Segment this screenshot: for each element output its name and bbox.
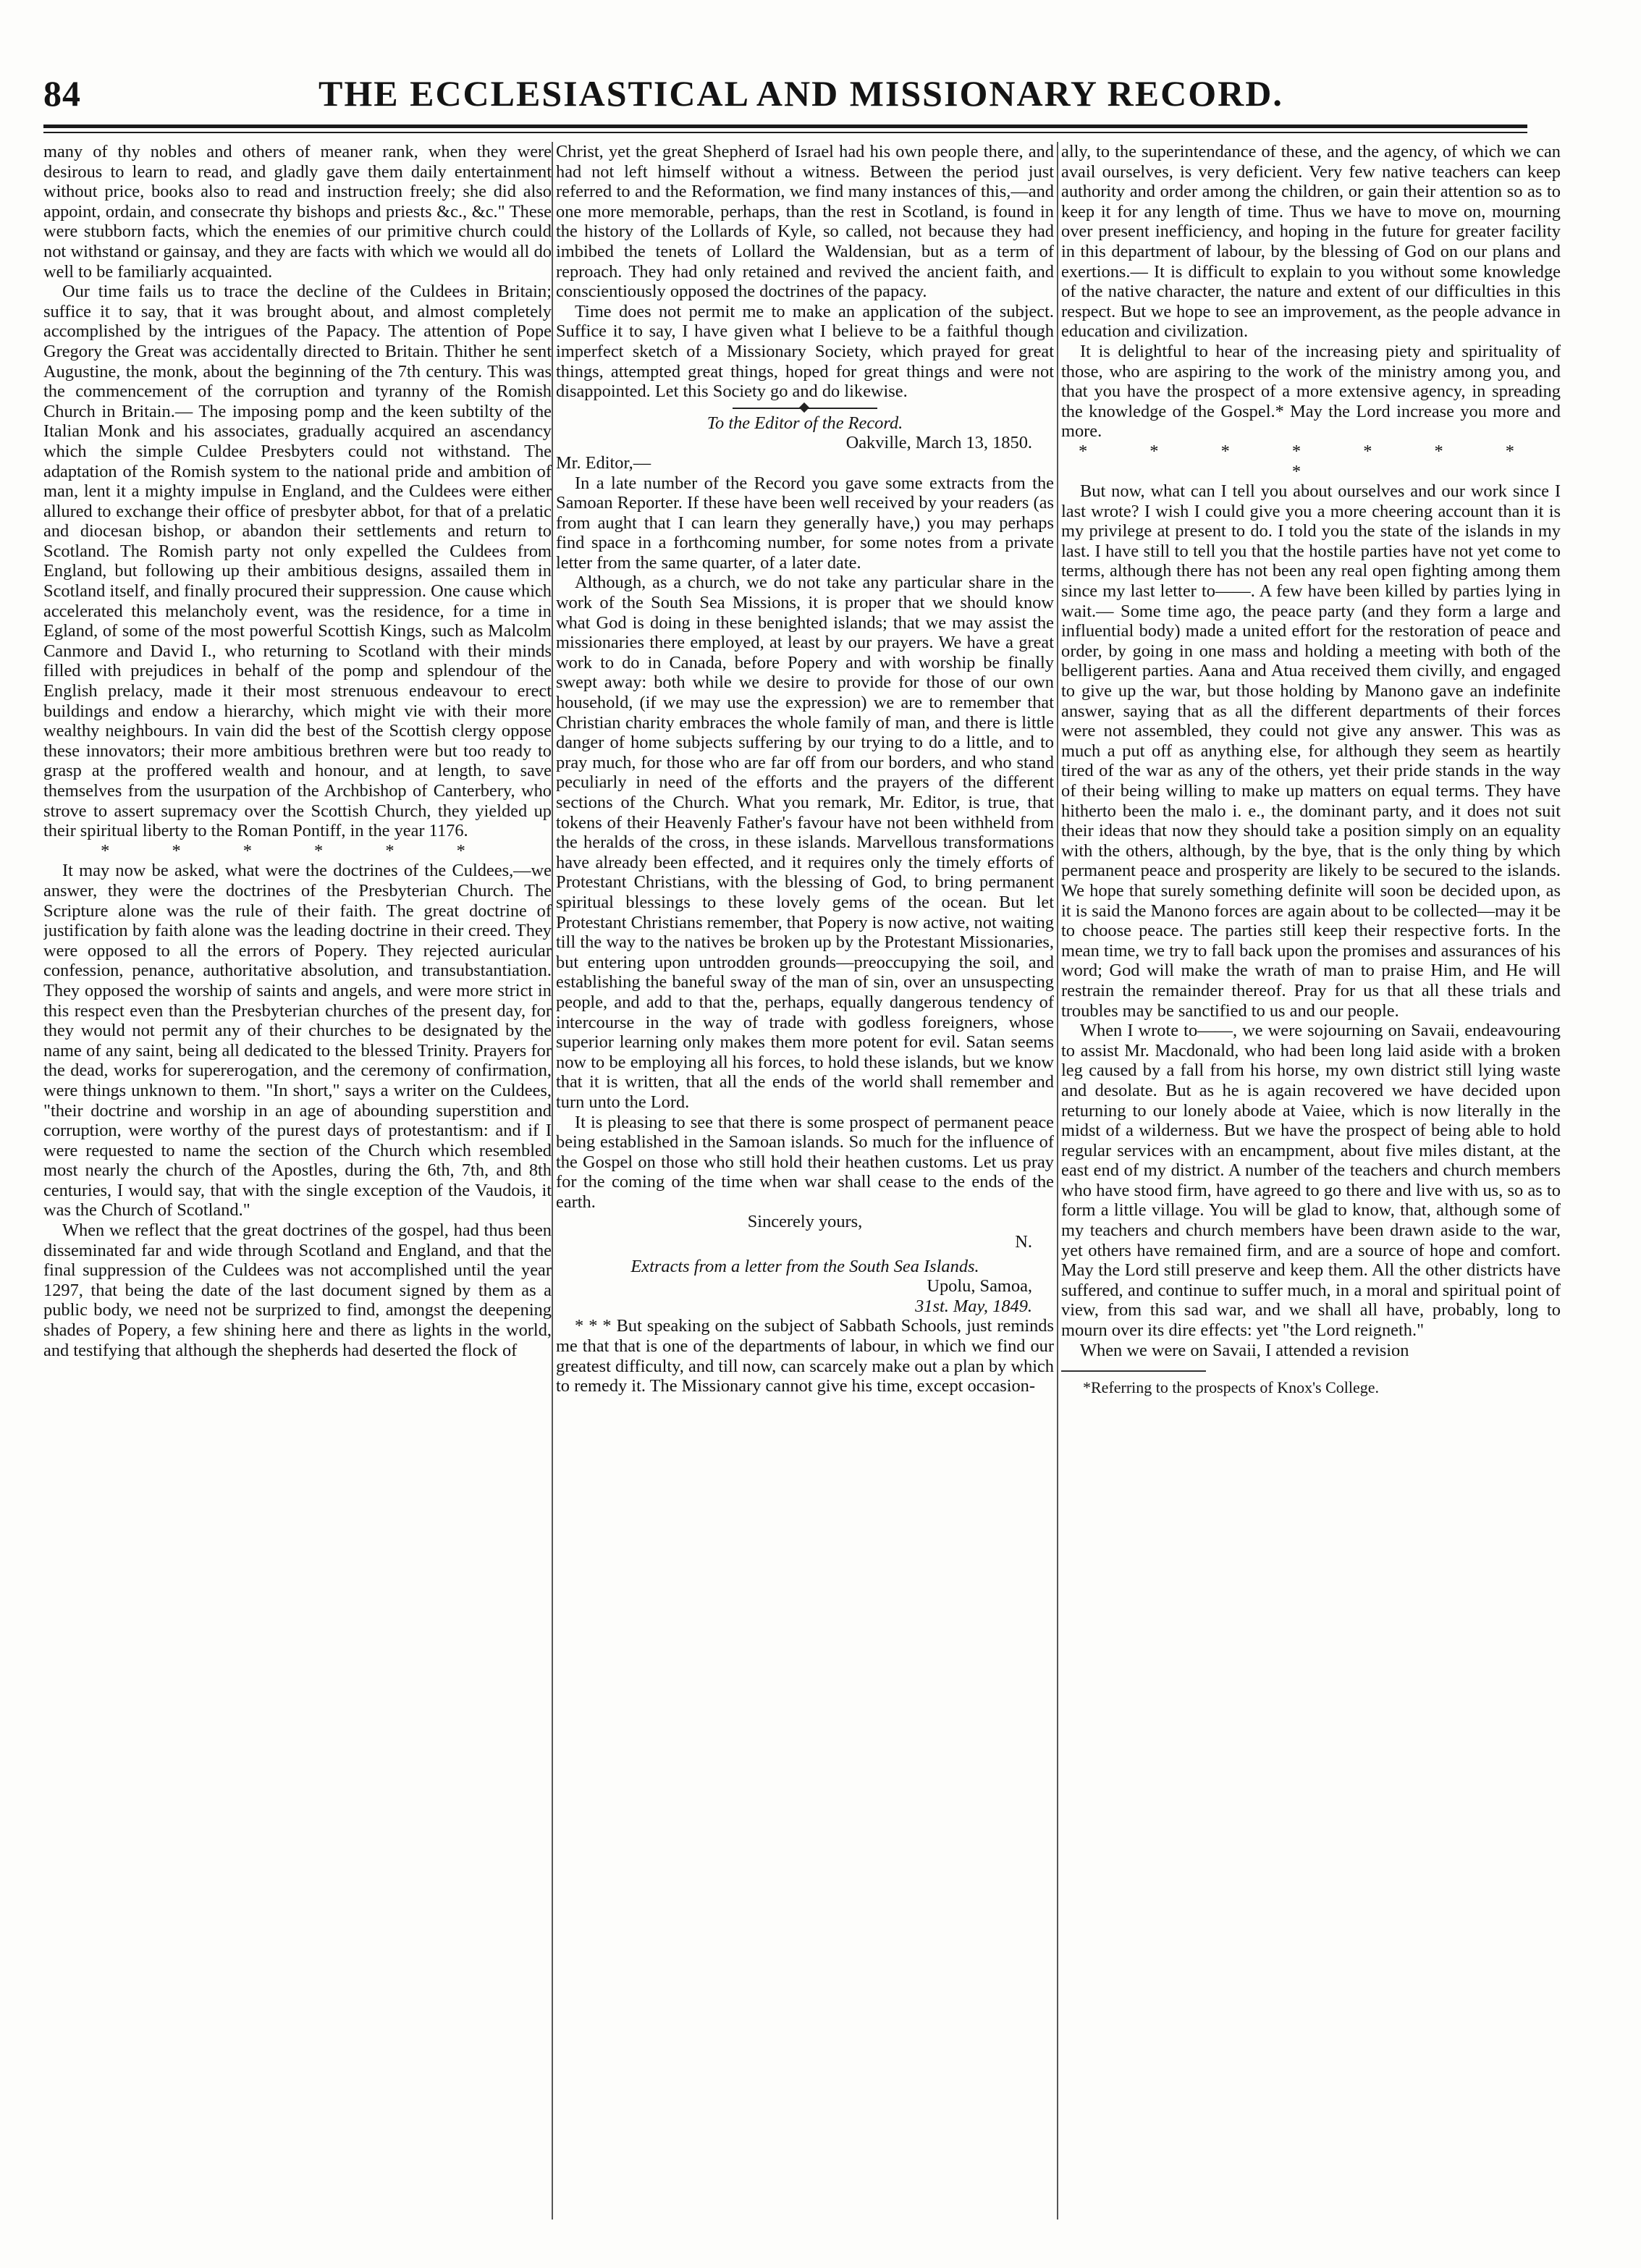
extract-heading: Extracts from a letter from the South Sea Islands. bbox=[630, 1256, 979, 1276]
paragraph: ally, to the superintendance of these, and the agency, of which we can avail ourselves, is very deficient. Very few native teachers can keep authority and order among the children, or gain their attention so as to keep it for any length of time. Thus we have to move on, mourning over present inefficiency, and hoping in the future for greater facility in this department of labour, by the blessing of God on our plans and exertions.— It is difficult to explain to you without some knowledge of the native character, the nature and extent of our difficulties in this respect. But we hope to see an improvement, as the people advance in education and civilization. bbox=[1061, 142, 1561, 342]
extract-date: 31st. May, 1849. bbox=[915, 1296, 1032, 1316]
page-header bbox=[43, 67, 1527, 125]
column-3 bbox=[1061, 142, 1561, 2227]
letter-closing: Sincerely yours, bbox=[747, 1212, 863, 1232]
footnote-rule bbox=[1061, 1370, 1206, 1372]
column-divider-2 bbox=[1057, 142, 1058, 2219]
letter-dateline: Oakville, March 13, 1850. bbox=[845, 433, 1032, 453]
letter-salutation: Mr. Editor,— bbox=[556, 452, 651, 473]
paragraph: It may now be asked, what were the doctrines of the Culdees,—we answer, they were the doctrines of the Presbyterian Church. The Scripture alone was the rule of their faith. The great doctrine of justification by faith alone was the leading doctrine in their creed. They were opposed to all the errors of Popery. They rejected auricular confession, penance, authoritative absolution, and transubstantiation. They opposed the worship of saints and angels, and were more strict in this respect even than the Presbyterian churches of the present day, for they would not permit any of their churches to be designated by the name of any saint, being all dedicated to the blessed Trinity. Prayers for the dead, works for supererogation, and the ceremony of confirmation, were things unknown to them. "In short," says a writer on the Culdees, "their doctrine and worship in an age of abounding superstition and corruption, were worthy of the purest days of protestantism: and if I were requested to name the section of the Church which resembled most nearly the church of the Apostles, during the 6th, 7th, and 8th centuries, I would say, that with the single exception of the Vaudois, it was the Church of Scotland." bbox=[43, 861, 552, 1221]
letter-signature: N. bbox=[1015, 1232, 1032, 1252]
paragraph: * * * But speaking on the subject of Sabbath Schools, just reminds me that that is one of the departments of labour, in which we find our greatest difficulty, and till now, can scarcely make out a plan by which to remedy it. The Missionary cannot give his time, except occasion- bbox=[556, 1316, 1054, 1396]
paragraph: Although, as a church, we do not take any particular share in the work of the South Sea Missions, it is proper that we should know what God is doing in these benighted islands; that we may assist the missionaries there employed, at least by our prayers. We have a great work to do in Canada, before Popery and with worship be finally swept away: both while we desire to provide for those of our own household, (if we may use the expression) we are to remember that Christian charity embraces the whole family of man, and there is little danger of home subjects suffering by our trying to do a little, and to pray much, for those who are far off from our borders, and who stand peculiarly in need of the efforts and the prayers of the different sections of the Church. What you remark, Mr. Editor, is true, that tokens of their Heavenly Father's favour have not been withheld from the heralds of the cross, in these islands. Marvellous transformations have already been effected, and it requires only the timely efforts of Protestant Christians, with the blessing of God, to bring permanent spiritual blessings to these lovely gems of the ocean. But let Protestant Christians remember, that Popery is now active, not waiting till the way to the natives be broken up by the Protestant Missionaries, but entering upon untrodden grounds—preoccupying the soil, and establishing the baneful sway of the man of sin, over an unsuspecting people, and add to that the, perhaps, equally dangerous tendency of intercourse in the way of trade with godless foreigners, whose superior learning only makes them more potent for evil. Satan seems now to be employing all his forces, to hold these islands, but we know that it is written, that all the ends of the world shall remember and turn unto the Lord. bbox=[556, 573, 1054, 1112]
paragraph: Christ, yet the great Shepherd of Israel had his own people there, and had not left himself without a witness. Between the period just referred to and the Reformation, we find many instances of this,—and one more memorable, perhaps, than the rest in Scotland, is found in the history of the Lollards of Kyle, so called, not because they had imbibed the tenets of Lollard the Waldensian, but as a term of reproach. They had only retained and revived the ancient faith, and conscientiously opposed the doctrines of the papacy. bbox=[556, 142, 1054, 302]
column-divider-1 bbox=[552, 142, 553, 2219]
column-2 bbox=[556, 142, 1054, 2227]
footnote: *Referring to the prospects of Knox's College. bbox=[1083, 1378, 1380, 1397]
paragraph: When we were on Savaii, I attended a revision bbox=[1080, 1340, 1409, 1360]
header-rule-thin bbox=[43, 132, 1527, 133]
paragraph: But now, what can I tell you about ourselves and our work since I last wrote? I wish I could give you a more cheering account than it is my privilege at present to do. I told you the state of the islands in my last. I have still to tell you that the hostile parties have not yet come to terms, although there has not been any real open fighting among them since my last letter to——. A few have been killed by parties lying in wait.— Some time ago, the peace party (and they form a large and influential body) made a united effort for the restoration of peace and order, by going in one mass and holding a meeting with both of the belligerent parties. Aana and Atua received them civilly, and engaged to give up the war, but those holding by Manono gave an indefinite answer, saying that as all the different departments of their forces were not assembled, they could not give any answer. This was as much a put off as anything else, for although they seem as heartily tired of the war as any of the others, yet their pride stands in the way of their being willing to make up matters on equal terms. They have hitherto been the malo i. e., the dominant party, and it does not suit their ideas that now they should take a position simply on an equality with the others, although, by the bye, that is the only thing by which permanent peace and prosperity are likely to be secured to the islands. We hope that surely something definite will soon be decided upon, as it is said the Manono forces are again about to be collected—may it be to choose peace. The parties still keep their respective forts. In the mean time, we try to fall back upon the promises and assurances of his word; God will make the wrath of man to praise Him, and He will restrain the remainder thereof. Pray for us that all these trials and troubles may be sanctified to us and our people. bbox=[1061, 481, 1561, 1021]
header-rule-thick bbox=[43, 125, 1527, 128]
paragraph: When I wrote to——, we were sojourning on Savaii, endeavouring to assist Mr. Macdonald, who had been long laid aside with a broken leg caused by a fall from his horse, my own district still lying waste and desolate. But as he is again recovered we have decided upon returning to our lonely abode at Vaiee, which is now literally in the midst of a wilderness. But we have the prospect of being able to hold regular services with an encampment, about five miles distant, at the east end of my district. A number of the teachers and church members who have stood firm, have agreed to go there and live with us, so as to form a little village. You will be glad to know, that, although some of my teachers and church members have been drawn aside to the war, yet others have remained firm, and are a source of hope and comfort. May the Lord still preserve and keep them. All the other districts have suffered, and continue to suffer much, in a moral and spiritual point of view, from this sad war, and we shall all have, probably, long to mourn over its dire effects: yet "the Lord reigneth." bbox=[1061, 1021, 1561, 1341]
extract-place: Upolu, Samoa, bbox=[927, 1276, 1032, 1297]
paragraph: When we reflect that the great doctrines of the gospel, had thus been disseminated far and wide through Scotland and England, and that the final suppression of the Culdees was not accomplished until the year 1297, that being the date of the last document signed by them as a public body, we need not be surprized to find, amongst the deepening shades of Popery, a few shining here and there as lights in the world, and testifying that although the shepherds had deserted the flock of bbox=[43, 1221, 552, 1360]
paragraph: It is pleasing to see that there is some prospect of permanent peace being established in the Samoan islands. So much for the influence of the Gospel on those who still hold their heathen customs. Let us pray for the coming of the time when war shall cease to the ends of the earth. bbox=[556, 1112, 1054, 1212]
paragraph: It is delightful to hear of the increasing piety and spirituality of those, who are aspiring to the work of the ministry among you, and that you have the prospect of a more extensive agency, in spreading the knowledge of the Gospel.* May the Lord increase you more and more. bbox=[1061, 341, 1561, 442]
running-title: THE ECCLESIASTICAL AND MISSIONARY RECORD. bbox=[319, 73, 1283, 114]
paragraph: Our time fails us to trace the decline of the Culdees in Britain; suffice it to say, that it was brought about, and almost completely accomplished by the intrigues of the Papacy. The attention of Pope Gregory the Great was accidentally directed to Britain. Thither he sent Augustine, the monk, about the beginning of the 7th century. This was the commencement of the corruption and tyranny of the Romish Church in Britain.— The imposing pomp and the keen subtilty of the Italian Monk and his associates, gradually acquired an ascendancy which the simple Culdee Presbyters could not withstand. The adaptation of the Romish system to the national pride and ambition of man, lent it a mighty impulse in England, and the Culdees were either allured to exchange their office of presbyter abbot, for that of a prelatic and diocesan bishop, or abandon their settlements and return to Scotland. The Romish party not only expelled the Culdees from England, but following up their ambitious designs, assailed them in Scotland itself, and finally procured their suppression. One cause which accelerated this melancholy event, was the residence, for a time in Egland, of some of the most powerful Scottish Kings, such as Malcolm Canmore and David I., who returning to Scotland with their minds filled with prejudices in behalf of the pomp and splendour of the English prelacy, made it their most strenuous endeavour to erect buildings and endow a hierarchy, which might vie with their more wealthy neighbours. In vain did the best of the Scottish clergy oppose these innovators; their more ambitious brethren were but too ready to grasp at the proffered wealth and honour, and at length, to save themselves from the usurpation of the Archbishop of Canterbery, who strove to assert supremacy over the Scottish Church, they yielded up their spiritual liberty to the Roman Pontiff, in the year 1176. bbox=[43, 282, 552, 841]
section-stars: * * * * * * bbox=[101, 840, 494, 861]
paragraph: In a late number of the Record you gave some extracts from the Samoan Reporter. If these have been well received by your readers (as from aught that I can learn they generally have,) you may perhaps find space in a forthcoming number, for some notes from a private letter from the same quarter, of a later date. bbox=[556, 473, 1054, 573]
section-stars: * * * * * * * * bbox=[1079, 441, 1543, 481]
paragraph: Time does not permit me to make an application of the subject. Suffice it to say, I have given what I believe to be a faithful though imperfect sketch of a Missionary Society, which prayed for great things, attempted great things, hoped for great things and were not disappointed. Let this Society go and do likewise. bbox=[556, 301, 1054, 402]
section-ornament bbox=[733, 408, 877, 409]
paragraph: many of thy nobles and others of meaner rank, when they were desirous to learn to read, and gladly gave them daily entertainment without price, books also to read and instruction freely; she did also appoint, ordain, and consecrate thy bishops and priests &c., &c." These were stubborn facts, which the enemies of our primitive church could not withstand or gainsay, and they are facts with which we would all do well to be familiarly acquainted. bbox=[43, 142, 552, 282]
column-1 bbox=[43, 142, 552, 2227]
letter-heading: To the Editor of the Record. bbox=[706, 413, 903, 433]
page-number: 84 bbox=[43, 73, 81, 114]
